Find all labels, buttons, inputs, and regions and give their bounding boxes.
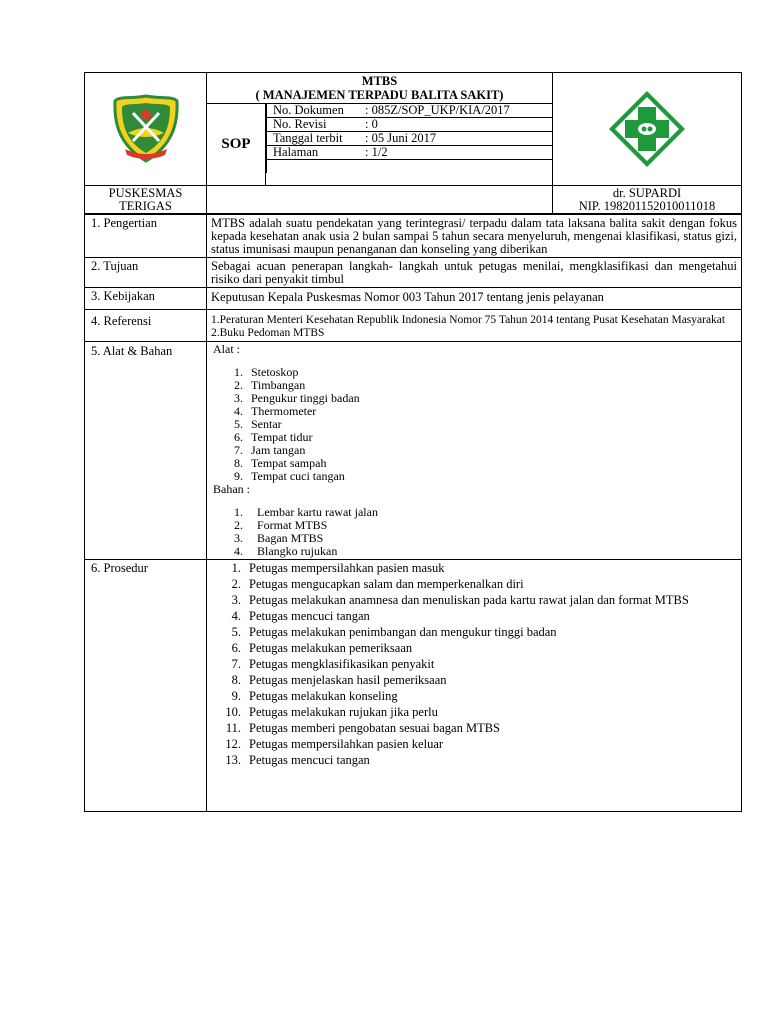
section-kebijakan [85,288,742,310]
puskesmas-logo-icon [607,89,687,169]
list-item: 1.Peraturan Menteri Kesehatan Republik Indonesia Nomor 75 Tahun 2014 tentang Pusat Kesehatan Masyarakat [211,314,726,326]
section-label: 4. Referensi [85,310,207,342]
section-pengertian [85,215,742,258]
list-item: 7. Jam tangan [234,443,306,457]
alat-list [213,366,737,483]
organization-cell [85,186,207,214]
title-line-1: MTBS [361,73,398,88]
list-item: 10. Petugas melakukan rujukan jika perlu [225,705,438,719]
meta-label: No. Revisi [267,117,366,131]
section-referensi [85,310,742,342]
list-item: 2. Petugas mengucapkan salam dan memperkenalkan diri [231,577,524,591]
meta-label: No. Dokumen [267,104,366,118]
section-text: Sebagai acuan penerapan langkah- langkah untuk petugas menilai, mengklasifikasi dan mengetahui risiko dari penyakit timbul [207,258,742,288]
bahan-heading: Bahan : [213,482,250,496]
document-meta [266,103,553,185]
regency-emblem-icon [111,93,181,165]
document-title [207,73,553,104]
list-item: 12. Petugas mempersilahkan pasien keluar [225,737,444,751]
list-item: 5. Sentar [234,417,282,431]
list-item: 13. Petugas mencuci tangan [225,753,370,767]
list-item: 7. Petugas mengklasifikasikan penyakit [231,657,435,671]
org-location: TERIGAS [119,198,172,213]
list-item: 1. Petugas mempersilahkan pasien masuk [231,561,445,575]
list-item: 1. Lembar kartu rawat jalan [234,505,378,519]
meta-label: Tanggal terbit [267,131,366,145]
list-item: 9. Petugas melakukan konseling [231,689,398,703]
list-item: 5. Petugas melakukan penimbangan dan mengukur tinggi badan [231,625,557,639]
list-item: 4. Blangko rujukan [234,544,338,558]
signer-name: dr. SUPARDI [612,185,682,200]
list-item: 3. Petugas melakukan anamnesa dan menuliskan pada kartu rawat jalan dan format MTBS [231,593,689,607]
prosedur-list [211,560,733,768]
section-text: MTBS adalah suatu pendekatan yang terintegrasi/ terpadu dalam tata laksana balita sakit dengan fokus kepada kesehatan anak usia 2 bulan sampai 5 tahun secara menyeluruh, mengenai klasifikasi, status gizi, status imunisasi maupun penanganan dan konseling yang diberikan [207,215,742,258]
bahan-list [213,506,737,558]
section-label: 2. Tujuan [85,258,207,288]
alat-heading: Alat : [213,342,240,356]
regency-emblem-cell [85,73,207,186]
list-item: 8. Petugas menjelaskan hasil pemeriksaan [231,673,447,687]
sop-header-table [84,72,742,214]
list-item: 11. Petugas memberi pengobatan sesuai bagan MTBS [225,721,500,735]
section-tujuan [85,258,742,288]
section-label: 6. Prosedur [85,560,207,812]
sop-body-table [84,214,742,812]
list-item: 3. Pengukur tinggi badan [234,391,360,405]
meta-value: : 1/2 [365,145,552,159]
section-label: 1. Pengertian [85,215,207,258]
meta-value: : 0 [365,117,552,131]
signer-nip: NIP. 198201152010011018 [578,198,716,213]
signer-cell [553,186,742,214]
meta-label: Halaman [267,145,366,159]
sop-label: SOP [207,103,266,185]
list-item: 3. Bagan MTBS [234,531,324,545]
list-item: 4. Petugas mencuci tangan [231,609,370,623]
section-alat-bahan [85,342,742,560]
meta-row [267,131,553,145]
section-label: 3. Kebijakan [85,288,207,310]
sop-document [84,72,741,812]
section-text: Keputusan Kepala Puskesmas Nomor 003 Tahun 2017 tentang jenis pelayanan [207,288,742,310]
section-label: 5. Alat & Bahan [85,342,207,560]
list-item: 6. Petugas melakukan pemeriksaan [231,641,413,655]
list-item: 4. Thermometer [234,404,317,418]
title-line-2: ( MANAJEMEN TERPADU BALITA SAKIT) [255,87,504,102]
signature-space [207,186,553,214]
list-item: 9. Tempat cuci tangan [234,469,345,483]
list-item: 2. Timbangan [234,378,306,392]
meta-row [267,145,553,159]
list-item: 6. Tempat tidur [234,430,313,444]
meta-row [267,117,553,131]
list-item: 1. Stetoskop [234,365,299,379]
meta-value: : 05 Juni 2017 [365,131,552,145]
meta-value: : 085Z/SOP_UKP/KIA/2017 [365,104,552,118]
list-item: 2. Format MTBS [234,518,328,532]
list-item: 2.Buku Pedoman MTBS [211,327,325,339]
org-name: PUSKESMAS [108,185,183,200]
list-item: 8. Tempat sampah [234,456,327,470]
section-prosedur [85,560,742,812]
puskesmas-logo-cell [553,73,742,186]
meta-row [267,104,553,118]
